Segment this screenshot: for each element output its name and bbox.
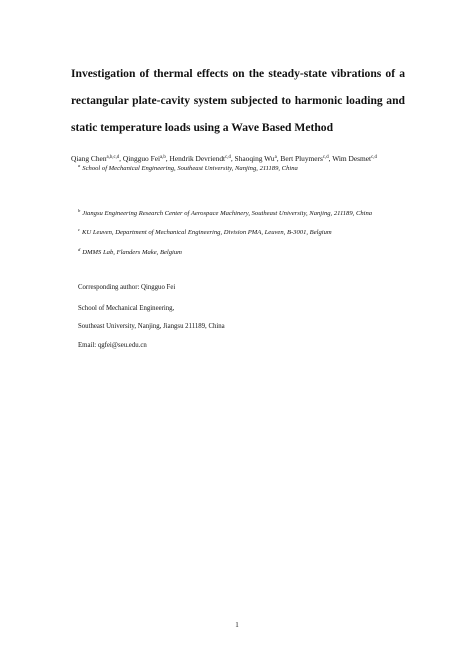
author-affiliation-marker: a,b xyxy=(160,155,166,160)
affiliation-item xyxy=(78,210,372,217)
affiliation-item xyxy=(78,229,332,236)
corresponding-school: School of Mechanical Engineering, xyxy=(78,305,175,312)
author-name: Qingguo Fei xyxy=(122,154,161,163)
title-line: static temperature loads using a Wave Based Method xyxy=(71,121,334,134)
affiliation-marker: a xyxy=(78,163,81,168)
author-name: Bert Pluymers xyxy=(280,154,323,163)
author-affiliation-marker: a xyxy=(274,155,277,160)
affiliation-item xyxy=(78,249,182,256)
affiliation-item xyxy=(78,165,298,172)
author-affiliation-marker: c,d xyxy=(322,155,329,160)
author-name: Qiang Chen xyxy=(71,154,107,163)
affiliation-text: School of Mechanical Engineering, Southeast University, Nanjing, 211189, China xyxy=(82,165,298,172)
affiliation-text: DMMS Lab, Flanders Make, Belgium xyxy=(82,249,182,256)
corresponding-email: Email: qgfei@seu.edu.cn xyxy=(78,342,147,349)
title-line: Investigation of thermal effects on the steady-state vibrations of a xyxy=(71,67,405,80)
author-name: Wim Desmet xyxy=(332,154,372,163)
corresponding-address: Southeast University, Nanjing, Jiangsu 211189, China xyxy=(78,323,225,330)
author-affiliation-marker: c,d xyxy=(225,155,231,160)
paper-title xyxy=(71,60,405,141)
corresponding-author: Corresponding author: Qingguo Fei xyxy=(78,284,176,291)
title-line: rectangular plate-cavity system subjected to harmonic loading and xyxy=(71,94,405,107)
affiliation-text: Jiangsu Engineering Research Center of Aerospace Machinery, Southeast University, Nanjing, 211189, China xyxy=(82,210,373,217)
affiliation-marker: b xyxy=(78,208,81,213)
author-affiliation-marker: a,b,c,d xyxy=(106,155,120,160)
affiliation-marker: c xyxy=(78,227,81,232)
author-list: Qiang Chen$^{a,b,c,d}$, Qingguo Fei$^{a,b}$, Hendrik Devriendt$^{c,d}$, Shaoqing Wu$^a$, Bert Pluymers$^{c,d}$, Wim Desmet$^{c,d}$ xyxy=(71,154,377,163)
affiliation-text: KU Leuven, Department of Mechanical Engineering, Division PMA, Leuven, B-3001, Belgium xyxy=(82,229,332,236)
page-number: 1 xyxy=(235,621,239,629)
affiliation-marker: d xyxy=(78,247,81,252)
author-affiliation-marker: c,d xyxy=(371,155,377,160)
author-name: Hendrik Devriendt xyxy=(169,154,226,163)
author-name: Shaoqing Wu xyxy=(234,154,275,163)
